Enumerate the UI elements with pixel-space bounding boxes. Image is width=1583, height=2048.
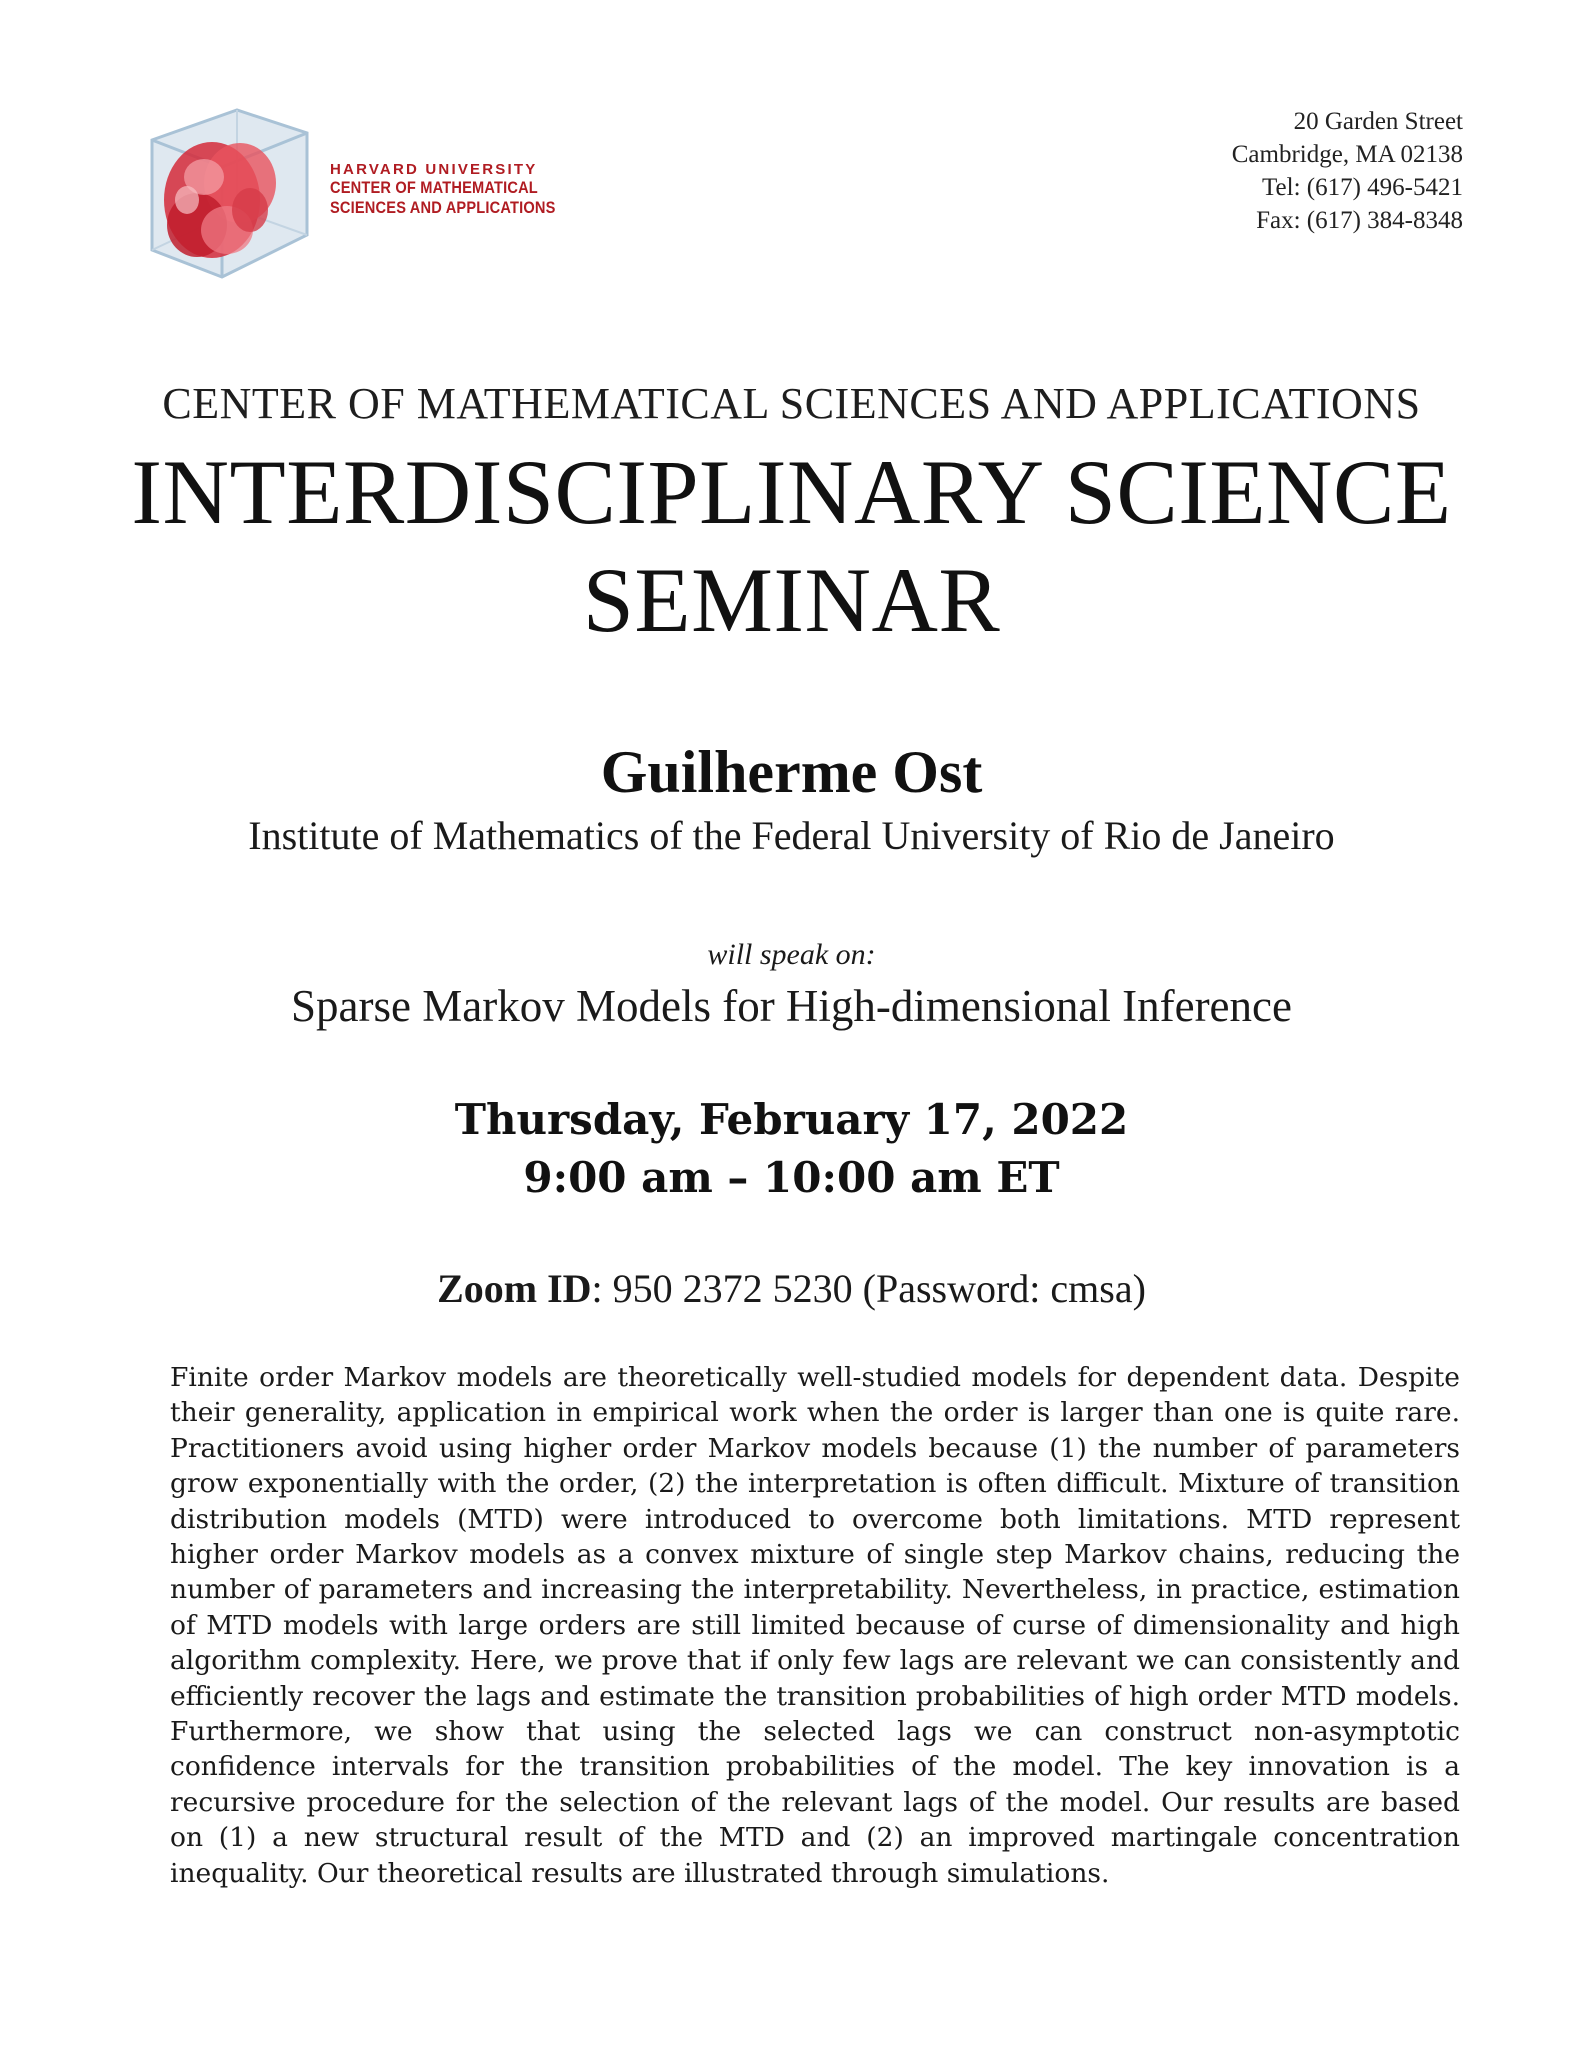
logo-wordmark <box>330 161 592 217</box>
cmsa-logo <box>142 105 562 280</box>
speaker-name: Guilherme Ost <box>600 739 983 805</box>
address-tel: Tel: (617) 496-5421 <box>1262 174 1463 201</box>
address-city: Cambridge, MA 02138 <box>1231 141 1463 168</box>
speaker-affiliation: Institute of Mathematics of the Federal University of Rio de Janeiro <box>248 813 1335 858</box>
logo-line-3: SCIENCES AND APPLICATIONS <box>330 197 556 217</box>
seminar-title <box>100 438 1483 654</box>
zoom-info <box>100 1265 1483 1312</box>
cube-logo-icon <box>142 105 317 280</box>
event-date: Thursday, February 17, 2022 <box>454 1095 1129 1144</box>
address-street: 20 Garden Street <box>1293 108 1463 135</box>
event-time: 9:00 am – 10:00 am ET <box>523 1153 1060 1202</box>
center-name: CENTER OF MATHEMATICAL SCIENCES AND APPLICATIONS <box>162 379 1421 428</box>
seminar-title-line-1: INTERDISCIPLINARY SCIENCE <box>131 441 1452 543</box>
address-fax: Fax: (617) 384-8348 <box>1256 207 1463 234</box>
abstract-text: Finite order Markov models are theoretically well-studied models for dependent data. Despite their generality, application in empirical work when the order is larger than one is quite rare. Practitioners avoid using higher order Markov models because (1) the number of parameters grow exponentially with the order, (2) the interpretation is often difficult. Mixture of transition distribution models (MTD) were introduced to overcome both limitations. MTD represent higher order Markov models as a convex mixture of single step Markov chains, reducing the number of parameters and increasing the interpretability. Nevertheless, in practice, estimation of MTD models with large orders are still limited because of curse of dimensionality and high algorithm complexity. Here, we prove that if only few lags are relevant we can consistently and efficiently recover the lags and estimate the transition probabilities of high order MTD models. Furthermore, we show that using the selected lags we can construct non-asymptotic confidence intervals for the transition probabilities of the model. The key innovation is a recursive procedure for the selection of the relevant lags of the model. Our results are based on (1) a new structural result of the MTD and (2) an improved martingale concentration inequality. Our theoretical results are illustrated through simulations. <box>170 1362 1460 1889</box>
address-block <box>1232 105 1463 237</box>
zoom-details: : 950 2372 5230 (Password: cmsa) <box>591 1266 1146 1311</box>
zoom-label: Zoom ID <box>437 1266 592 1311</box>
seminar-title-line-2: SEMINAR <box>582 549 1001 651</box>
logo-line-2: CENTER OF MATHEMATICAL <box>330 178 538 198</box>
talk-intro: will speak on: <box>707 938 876 971</box>
talk-title: Sparse Markov Models for High-dimensional Inference <box>291 981 1292 1031</box>
logo-line-1: HARVARD UNIVERSITY <box>330 161 538 178</box>
